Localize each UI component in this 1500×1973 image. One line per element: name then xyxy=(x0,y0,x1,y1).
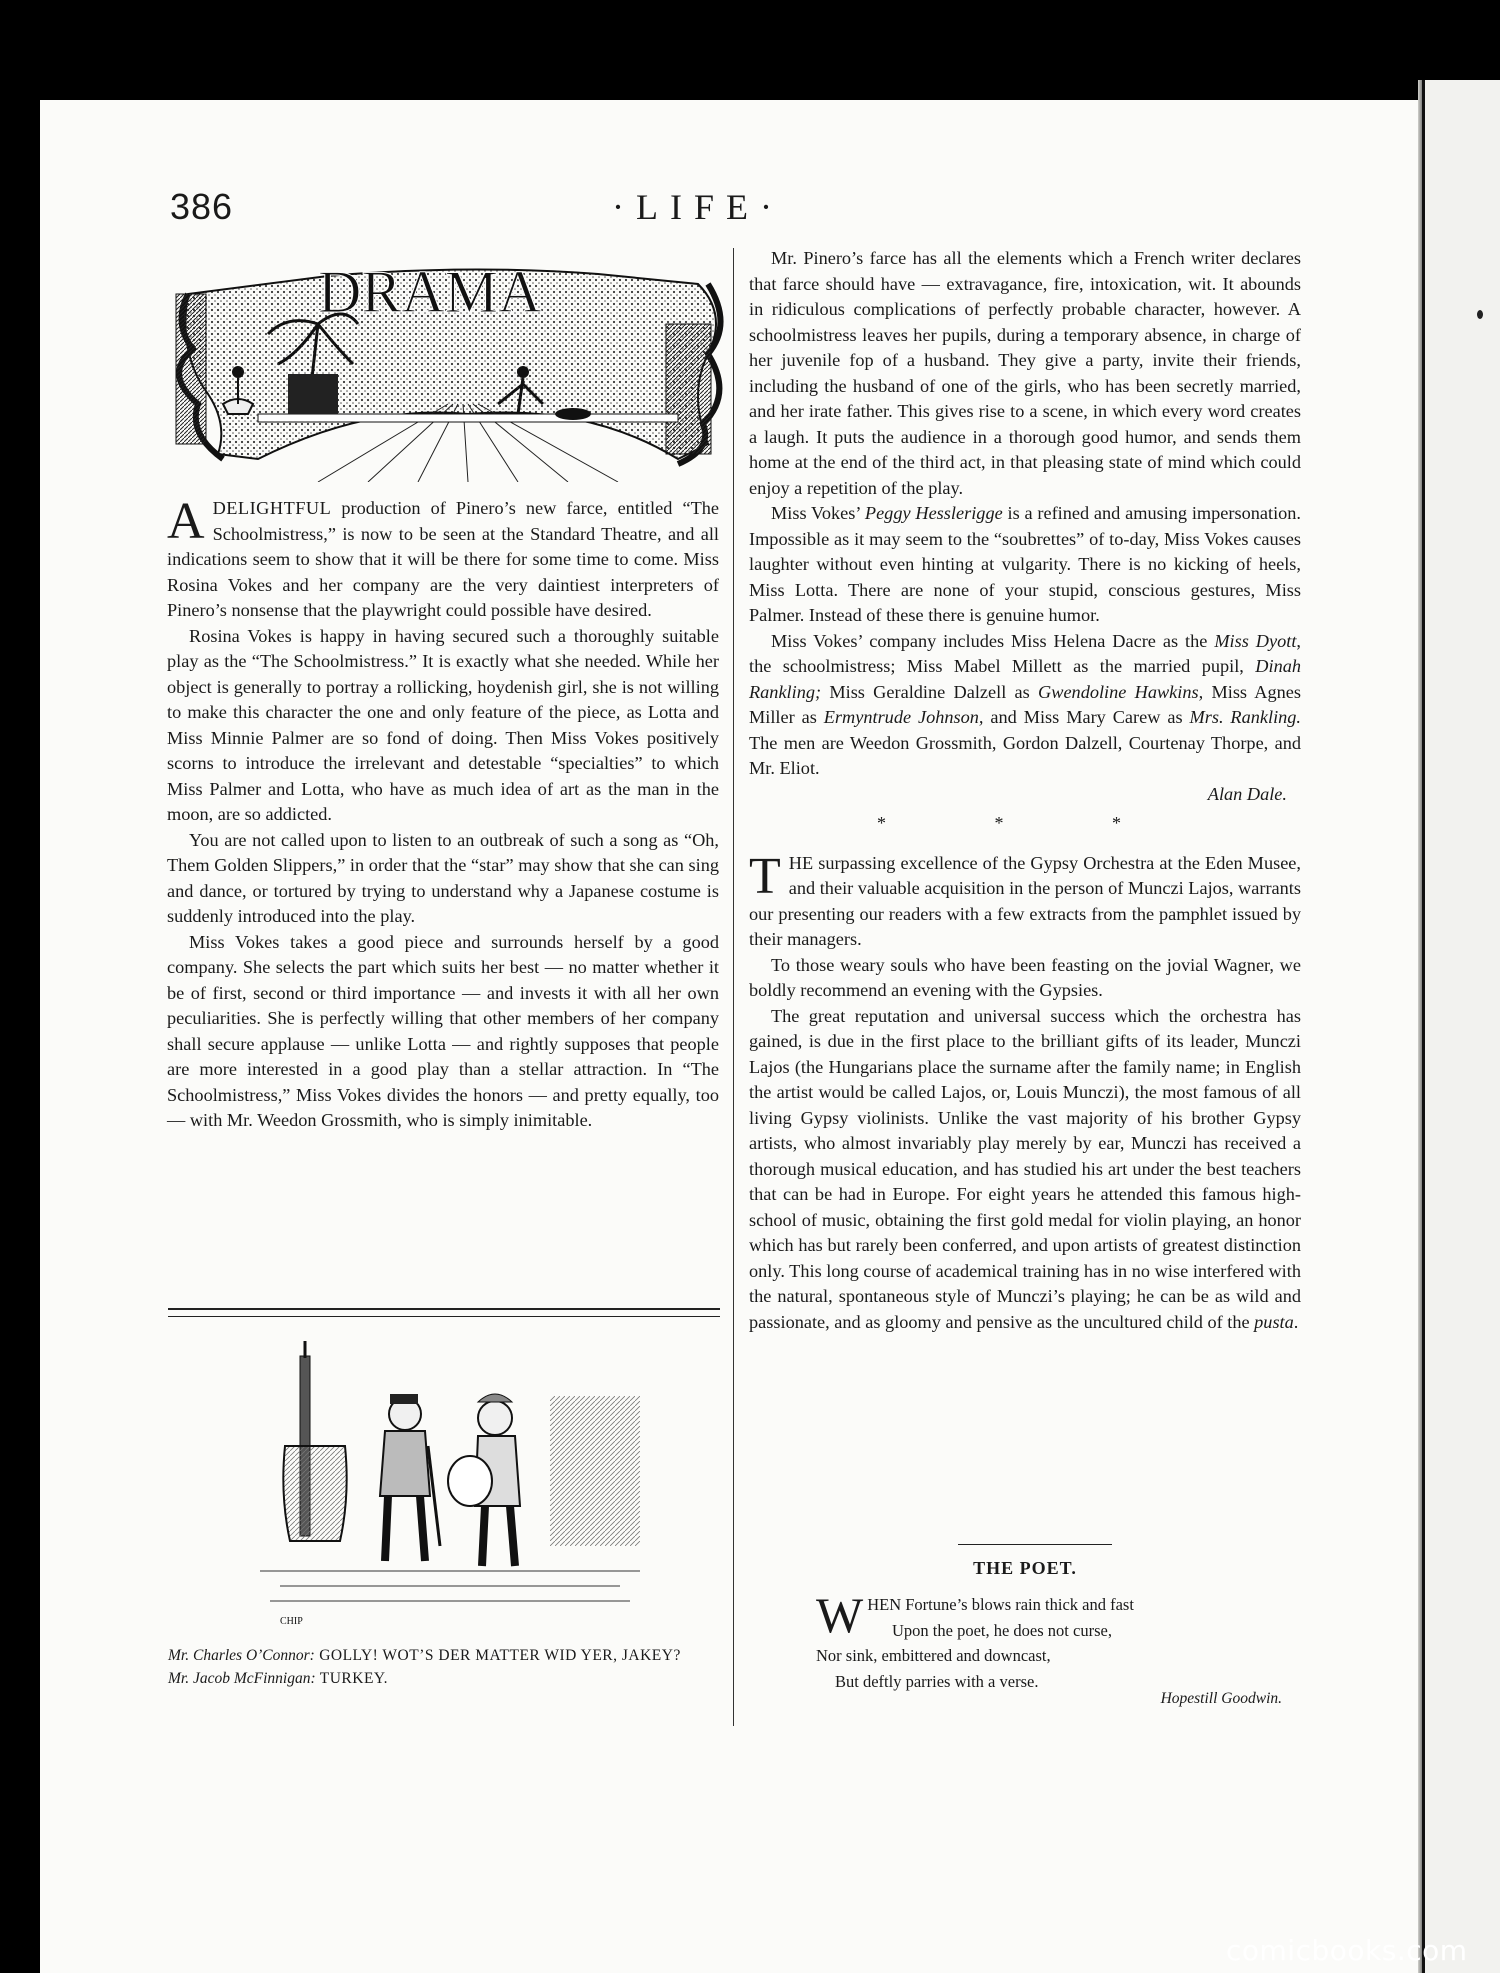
site-watermark: comicbooks.com xyxy=(1226,1934,1468,1967)
poem-rule xyxy=(958,1544,1112,1545)
left-column xyxy=(167,493,719,1134)
poem-drop-cap: W xyxy=(816,1587,864,1643)
drama-title: DRAMA xyxy=(318,259,542,325)
gypsy-paragraph-3: The great reputation and universal success which the orchestra has gained, is due in the first place to the brilliant gifts of its leader, Munczi Lajos (the Hungarians place the surname after the family name; in English the artist would be called Lajos, or, Louis Munczi), the most famous of all living Gypsy violinists. Unlike the vast majority of his brother Gypsy artists, who almost invariably play merely by ear, Munczi has received a thorough musical education, and has studied his art under the best teachers that can be had in Europe. For eight years he attended this famous high-school of music, obtaining the first gold medal for violin playing, an honor which has but rarely been conferred, and upon artists of greatest distinction only. This long course of academical training has in no wise interfered with the natural, spontaneous style of Munczi’s playing; he can be as wild and passionate, and as gloomy and pensive as the uncultured child of the pusta. xyxy=(749,1005,1301,1332)
cartoon-signature: CHIP xyxy=(280,1616,303,1627)
drama-paragraph-5: Mr. Pinero’s farce has all the elements which a French writer declares that farce should have — extravagance, fire, intoxication, wit. It abounds in ridiculous complications of perfectly probable character, however. A schoolmistress leaves her pupils, during a temporary absence, in charge of her juvenile fop of a husband. They give a party, invite their friends, including the husband of one of the girls, who has been secretly married, and her irate father. This gives rise to a scene, in which every word creates a laugh. It puts the audience in a thorough good humor, and sends them home at the end of the third act, in that pleasing state of mind which could enjoy a repetition of the play. xyxy=(749,248,1301,498)
article-signature: Alan Dale. xyxy=(1207,783,1287,804)
poem-line-2: Upon the poet, he does not curse, xyxy=(892,1620,1112,1640)
section-rule xyxy=(168,1308,720,1317)
drama-banner-illustration xyxy=(168,254,728,482)
adjacent-page-edge xyxy=(1422,80,1500,1973)
gypsy-paragraph-1: THE surpassing excellence of the Gypsy Orchestra at the Eden Musee, and their valuable acquisition in the person of Munczi Lajos, warrants our presenting our readers with a few extracts from the pamphlet issued by their managers. xyxy=(749,847,1301,949)
caption-line-2: Mr. Jacob McFinnigan: TURKEY. xyxy=(168,1670,388,1687)
drama-paragraph-4: Miss Vokes takes a good piece and surrounds herself by a good company. She selects the part which suits her best — no matter whether it be of first, second or third importance — and invests it with all her own peculiarities. She is perfectly willing that other members of her company shall secure applause — unlike Lotta — and rightly supposes that people are more interested in a good play than a stellar attraction. In “The Schoolmistress,” Miss Vokes divides the honors — and pretty equally, too — with Mr. Weedon Grossmith, who is simply inimitable. xyxy=(167,931,719,1130)
cartoon-caption xyxy=(168,1644,720,1690)
poem-line-4: But deftly parries with a verse. xyxy=(835,1671,1039,1691)
poem-title: THE POET. xyxy=(973,1558,1077,1578)
drama-paragraph-2: Rosina Vokes is happy in having secured such a thoroughly suitable play as the “The Schoolmistress.” It is exactly what she needed. While her object is generally to portray a rollicking, hoydenish girl, she is not willing to make this character the one and only feature of the piece, as Lotta and Miss Minnie Palmer are so fond of doing. Then Miss Vokes positively scorns to introduce the irrelevant and detestable “specialties” to which Miss Palmer and Lotta, who have as much idea of art as the man in the moon, are so addicted. xyxy=(167,625,719,824)
drop-cap: A xyxy=(167,493,205,550)
caption-line-1: Mr. Charles O’Connor: GOLLY! WOT’S DER MATTER WID YER, JAKEY? xyxy=(168,1647,681,1664)
drama-paragraph-1: ADELIGHTFUL production of Pinero’s new farce, entitled “The Schoolmistress,” is now to be seen at the Standard Theatre, and all indications seem to show that it will be there for some time to come. Miss Rosina Vokes and her company are the very daintiest interpreters of Pinero’s nonsense that the playwright could possible have desired. xyxy=(167,493,719,620)
drama-paragraph-3: You are not called upon to listen to an outbreak of such a song as “Oh, Them Golden Slippers,” in order that the “star” may show that she can sing and dance, or tortured by trying to understand why a Japanese costume is suddenly introduced into the play. xyxy=(167,829,719,926)
masthead-title: ·LIFE· xyxy=(612,187,784,227)
drama-paragraph-7: Miss Vokes’ company includes Miss Helena Dacre as the Miss Dyott, the schoolmistress; Miss Mabel Millett as the married pupil, Dinah Rankling; Miss Geraldine Dalzell as Gwendoline Hawkins, Miss Agnes Miller as Ermyntrude Johnson, and Miss Mary Carew as Mrs. Rankling. The men are Weedon Grossmith, Gordon Dalzell, Courtenay Thorpe, and Mr. Eliot. xyxy=(749,630,1302,778)
drama-paragraph-6: Miss Vokes’ Peggy Hesslerigge is a refined and amusing impersonation. Impossible as it may seem to the “soubrettes” of to-day, Miss Vokes causes laughter without even hinting at vulgarity. There is no kicking of heels, Miss Lotta. There are none of your stupid, conscious gestures, Miss Palmer. Instead of these there is genuine humor. xyxy=(749,503,1302,625)
drop-cap: T xyxy=(749,847,781,905)
column-divider xyxy=(733,248,734,1726)
poem-author: Hopestill Goodwin. xyxy=(1160,1690,1282,1707)
right-column xyxy=(749,246,1301,1335)
gypsy-paragraph-2: To those weary souls who have been feasting on the jovial Wagner, we boldly recommend an evening with the Gypsies. xyxy=(749,954,1301,1000)
poem-line-3: Nor sink, embittered and downcast, xyxy=(816,1646,1051,1665)
poem-body xyxy=(816,1587,1266,1694)
poem-line-1: HEN Fortune’s blows rain thick and fast xyxy=(867,1595,1134,1614)
section-separator-stars: * * * xyxy=(877,813,1173,833)
page-number: 386 xyxy=(170,186,234,227)
ink-speck xyxy=(1477,310,1483,319)
cartoon-illustration xyxy=(260,1336,640,1636)
